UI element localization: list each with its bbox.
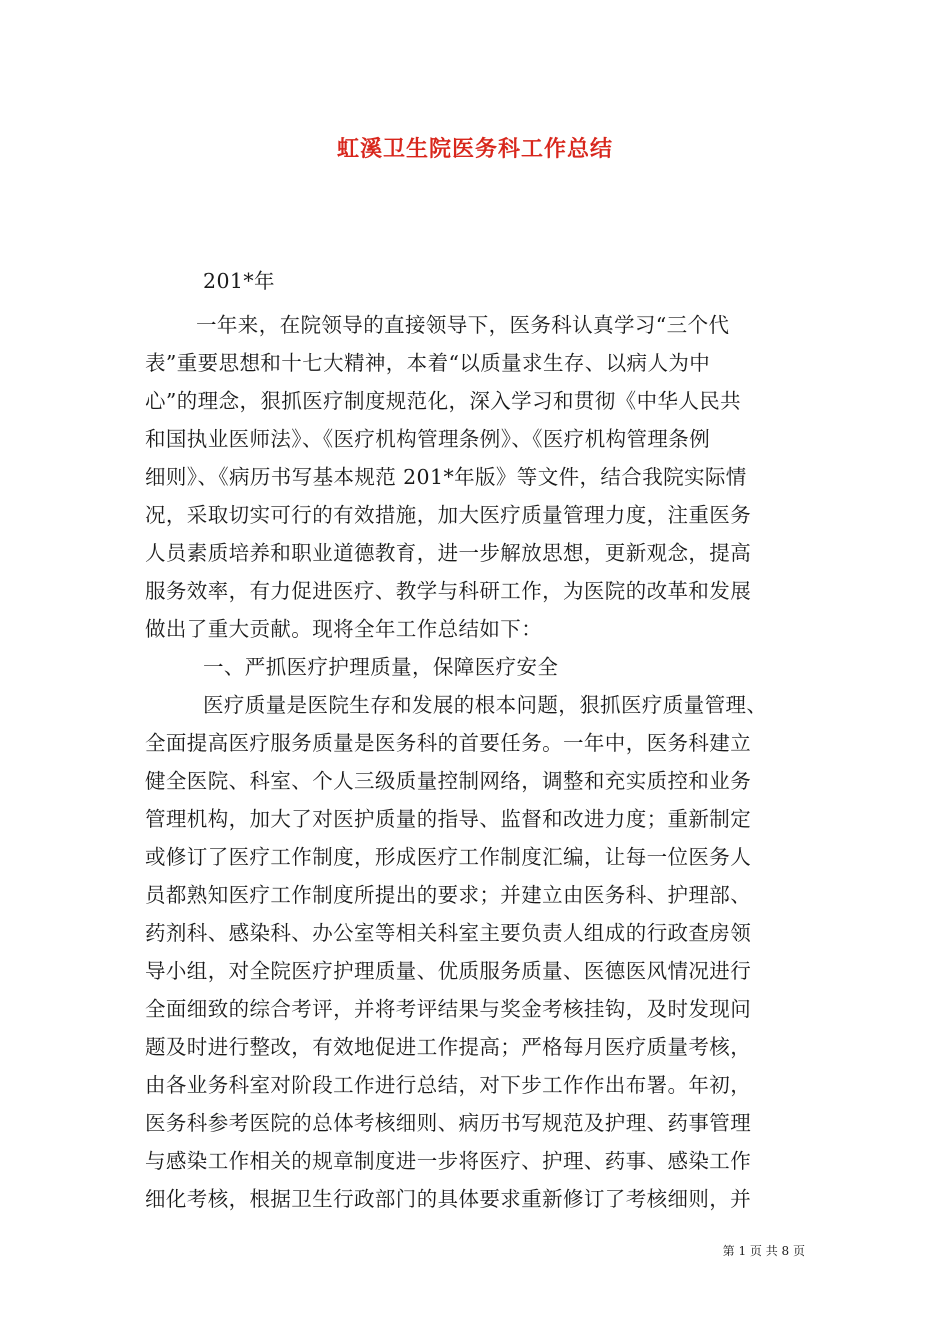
document-title: 虹溪卫生院医务科工作总结 — [336, 136, 613, 162]
text-line: 由各业务科室对阶段工作进行总结，对下步工作作出布署。年初， — [145, 1073, 752, 1097]
text-line: 导小组，对全院医疗护理质量、优质服务质量、医德医风情况进行 — [145, 959, 752, 983]
text-line: 药剂科、感染科、办公室等相关科室主要负责人组成的行政查房领 — [145, 921, 752, 945]
text-line: 医疗质量是医院生存和发展的根本问题，狠抓医疗质量管理、 — [203, 693, 768, 717]
text-line: 况，采取切实可行的有效措施，加大医疗质量管理力度，注重医务 — [145, 503, 752, 527]
text-line: 表”重要思想和十七大精神，本着“以质量求生存、以病人为中 — [145, 351, 711, 375]
text-line: 题及时进行整改，有效地促进工作提高；严格每月医疗质量考核， — [145, 1035, 752, 1059]
text-line: 全面提高医疗服务质量是医务科的首要任务。一年中，医务科建立 — [145, 731, 752, 755]
page-number: 第 1 页 共 8 页 — [722, 1244, 805, 1258]
text-line: 心”的理念，狠抓医疗制度规范化，深入学习和贯彻《中华人民共 — [145, 389, 742, 413]
section-heading: 一、严抓医疗护理质量，保障医疗安全 — [203, 655, 559, 679]
text-line: 做出了重大贡献。现将全年工作总结如下： — [145, 617, 543, 641]
text-line: 健全医院、科室、个人三级质量控制网络，调整和充实质控和业务 — [145, 769, 752, 793]
text-line: 细化考核，根据卫生行政部门的具体要求重新修订了考核细则，并 — [145, 1187, 752, 1211]
text-line: 与感染工作相关的规章制度进一步将医疗、护理、药事、感染工作 — [145, 1149, 752, 1173]
text-line: 人员素质培养和职业道德教育，进一步解放思想，更新观念，提高 — [145, 541, 752, 565]
text-line: 全面细致的综合考评，并将考评结果与奖金考核挂钩，及时发现问 — [145, 997, 752, 1021]
text-line: 和国执业医师法》、《医疗机构管理条例》、《医疗机构管理条例 — [145, 427, 711, 451]
text-line: 服务效率，有力促进医疗、教学与科研工作，为医院的改革和发展 — [145, 579, 752, 603]
text-line: 员都熟知医疗工作制度所提出的要求；并建立由医务科、护理部、 — [145, 883, 752, 907]
text-line: 医务科参考医院的总体考核细则、病历书写规范及护理、药事管理 — [145, 1111, 752, 1135]
text-line: 细则》、《病历书写基本规范 201*年版》等文件，结合我院实际情 — [145, 465, 747, 489]
text-line: 一年来，在院领导的直接领导下，医务科认真学习“三个代 — [196, 313, 730, 337]
text-line: 201*年 — [203, 269, 275, 293]
text-line: 管理机构，加大了对医护质量的指导、监督和改进力度；重新制定 — [145, 807, 752, 831]
text-line: 或修订了医疗工作制度，形成医疗工作制度汇编，让每一位医务人 — [145, 845, 752, 869]
